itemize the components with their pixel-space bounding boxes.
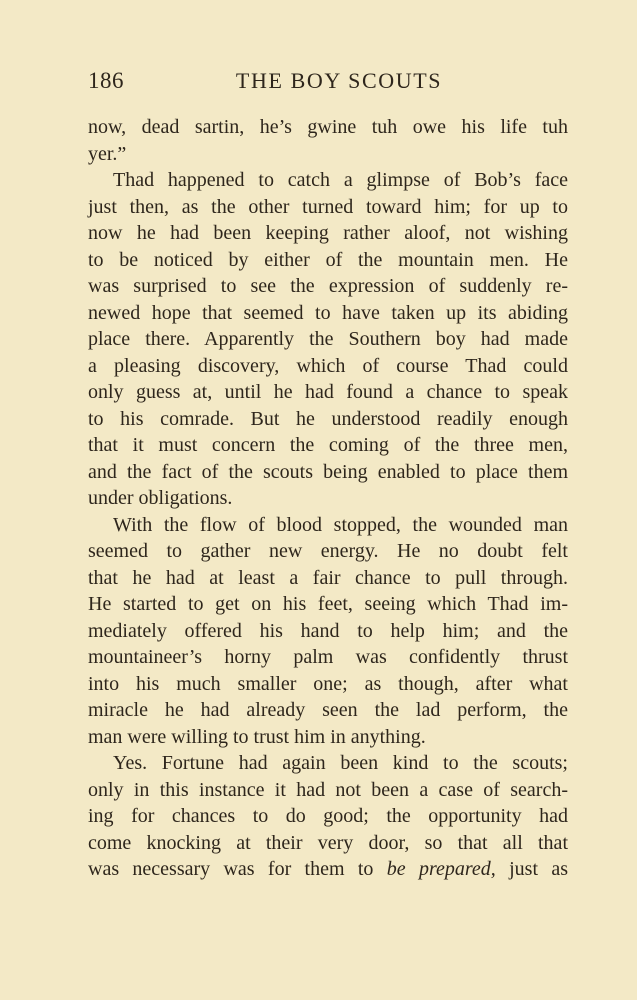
text-line: mediately offered his hand to help him; and the [88,619,568,642]
page-number: 186 [88,68,124,93]
paragraph-first-line: With the flow of blood stopped, the wounded man [113,513,568,536]
body-text [88,114,568,883]
text-line: that it must concern the coming of the three men, [88,434,568,456]
text-line: newed hope that seemed to have taken up its abiding [88,301,568,324]
paragraph-first-line: Thad happened to catch a glimpse of Bob’s face [113,169,568,191]
text-line-final [88,856,568,883]
text-line: ing for chances to do good; the opportunity had [88,805,568,827]
text-line: miracle he had already seen the lad perform, the [88,699,568,721]
text-line: just then, as the other turned toward him; for up to [88,195,568,218]
text-line: seemed to gather new energy. He no doubt felt [88,540,568,562]
text-line: to be noticed by either of the mountain men. He [88,248,568,271]
text-line: He started to get on his feet, seeing which Thad im- [88,593,568,615]
paragraph-first-line: Yes. Fortune had again been kind to the scouts; [113,752,568,774]
page-header [88,64,570,100]
text-line: only in this instance it had not been a case of search- [88,778,568,801]
text-line: under obligations. [88,487,233,509]
text-segment: just as [495,858,568,880]
text-line: that he had at least a fair chance to pull through. [88,566,568,589]
text-line: to his comrade. But he understood readily enough [88,407,568,430]
text-line: a pleasing discovery, which of course Thad could [88,354,568,377]
text-line: now, dead sartin, he’s gwine tuh owe his life tuh [88,116,568,138]
text-line: man were willing to trust him in anything. [88,725,426,748]
text-line: only guess at, until he had found a chance to speak [88,381,568,403]
text-line: now he had been keeping rather aloof, not wishing [88,222,568,244]
running-head: THE BOY SCOUTS [235,68,443,93]
text-line: mountaineer’s horny palm was confidently thrust [88,646,568,668]
text-line: was surprised to see the expression of suddenly re- [88,275,568,297]
text-line: and the fact of the scouts being enabled to place them [88,460,568,483]
text-line: place there. Apparently the Southern boy had made [88,328,568,350]
text-line: come knocking at their very door, so that all that [88,831,568,854]
emphasized-text: be prepared, [386,858,496,880]
text-segment: was necessary was for them to [88,858,387,880]
text-line: yer.” [88,142,127,165]
text-line: into his much smaller one; as though, after what [88,672,568,695]
